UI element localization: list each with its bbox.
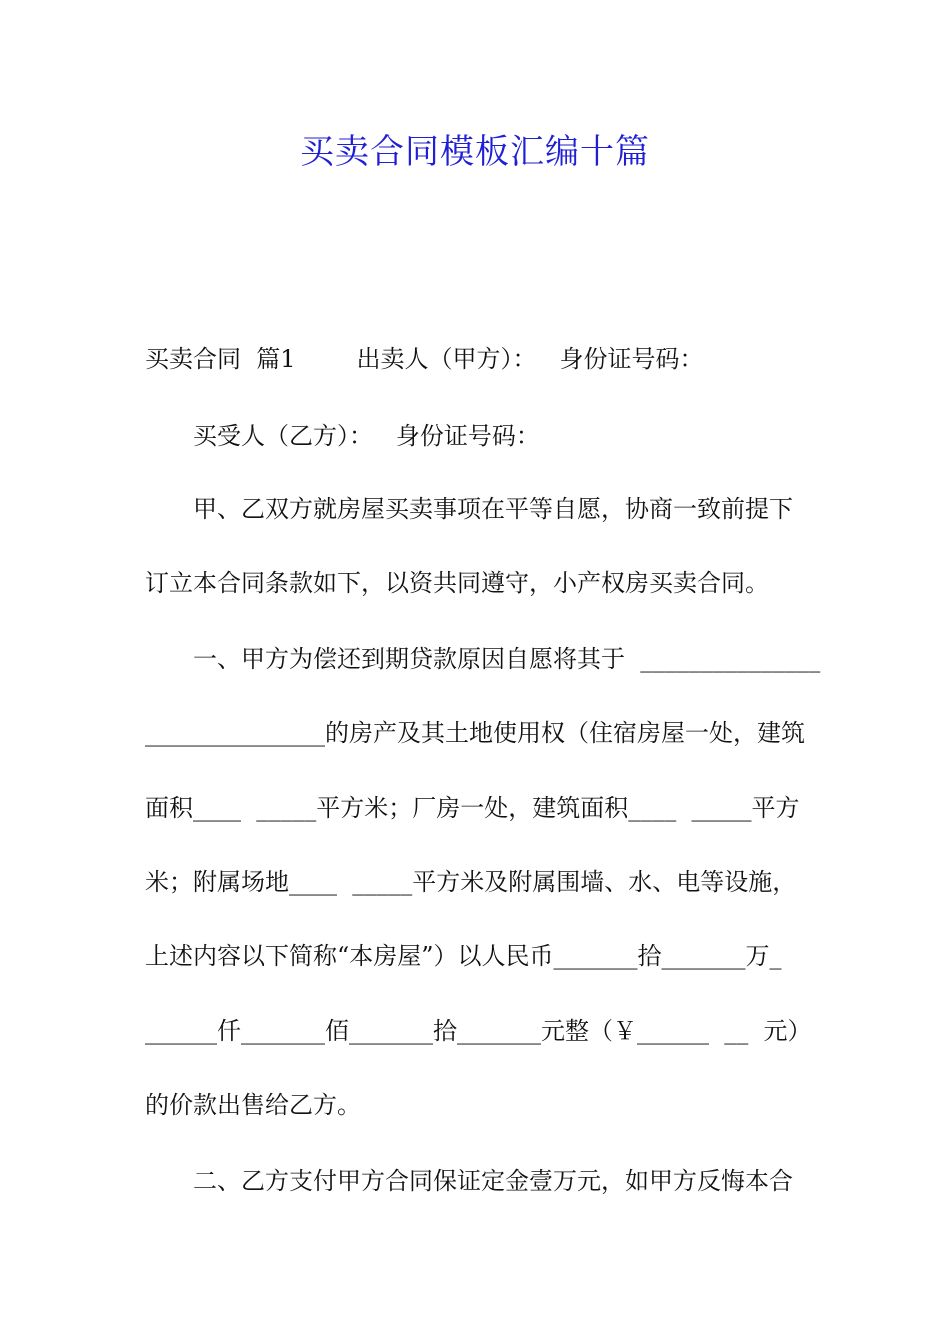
section-header-line: 买卖合同 篇1 出卖人（甲方）： 身份证号码： [145, 345, 704, 373]
paragraph-line: 甲、乙双方就房屋买卖事项在平等自愿，协商一致前提下 [193, 495, 793, 523]
clause-1-line: 一、甲方为偿还到期贷款原因自愿将其于 _______________ [193, 645, 821, 673]
clause-1-line: _______________的房产及其土地使用权（住宿房屋一处，建筑 [145, 719, 805, 747]
buyer-line: 买受人（乙方）： 身份证号码： [193, 422, 540, 450]
clause-1-line: 上述内容以下简称“本房屋”）以人民币_______拾_______万_ [145, 942, 782, 970]
clause-1-line: 的价款出售给乙方。 [145, 1091, 361, 1119]
document-title: 买卖合同模板汇编十篇 [300, 132, 650, 172]
clause-2-line: 二、乙方支付甲方合同保证定金壹万元，如甲方反悔本合 [193, 1167, 793, 1195]
clause-1-line: 面积____ _____平方米；厂房一处，建筑面积____ _____平方 [145, 794, 800, 822]
clause-1-line: ______仟_______佰_______拾_______元整（￥______ __ 元） [145, 1017, 812, 1045]
paragraph-line: 订立本合同条款如下，以资共同遵守，小产权房买卖合同。 [145, 569, 769, 597]
clause-1-line: 米；附属场地____ _____平方米及附属围墙、水、电等设施， [145, 868, 797, 896]
